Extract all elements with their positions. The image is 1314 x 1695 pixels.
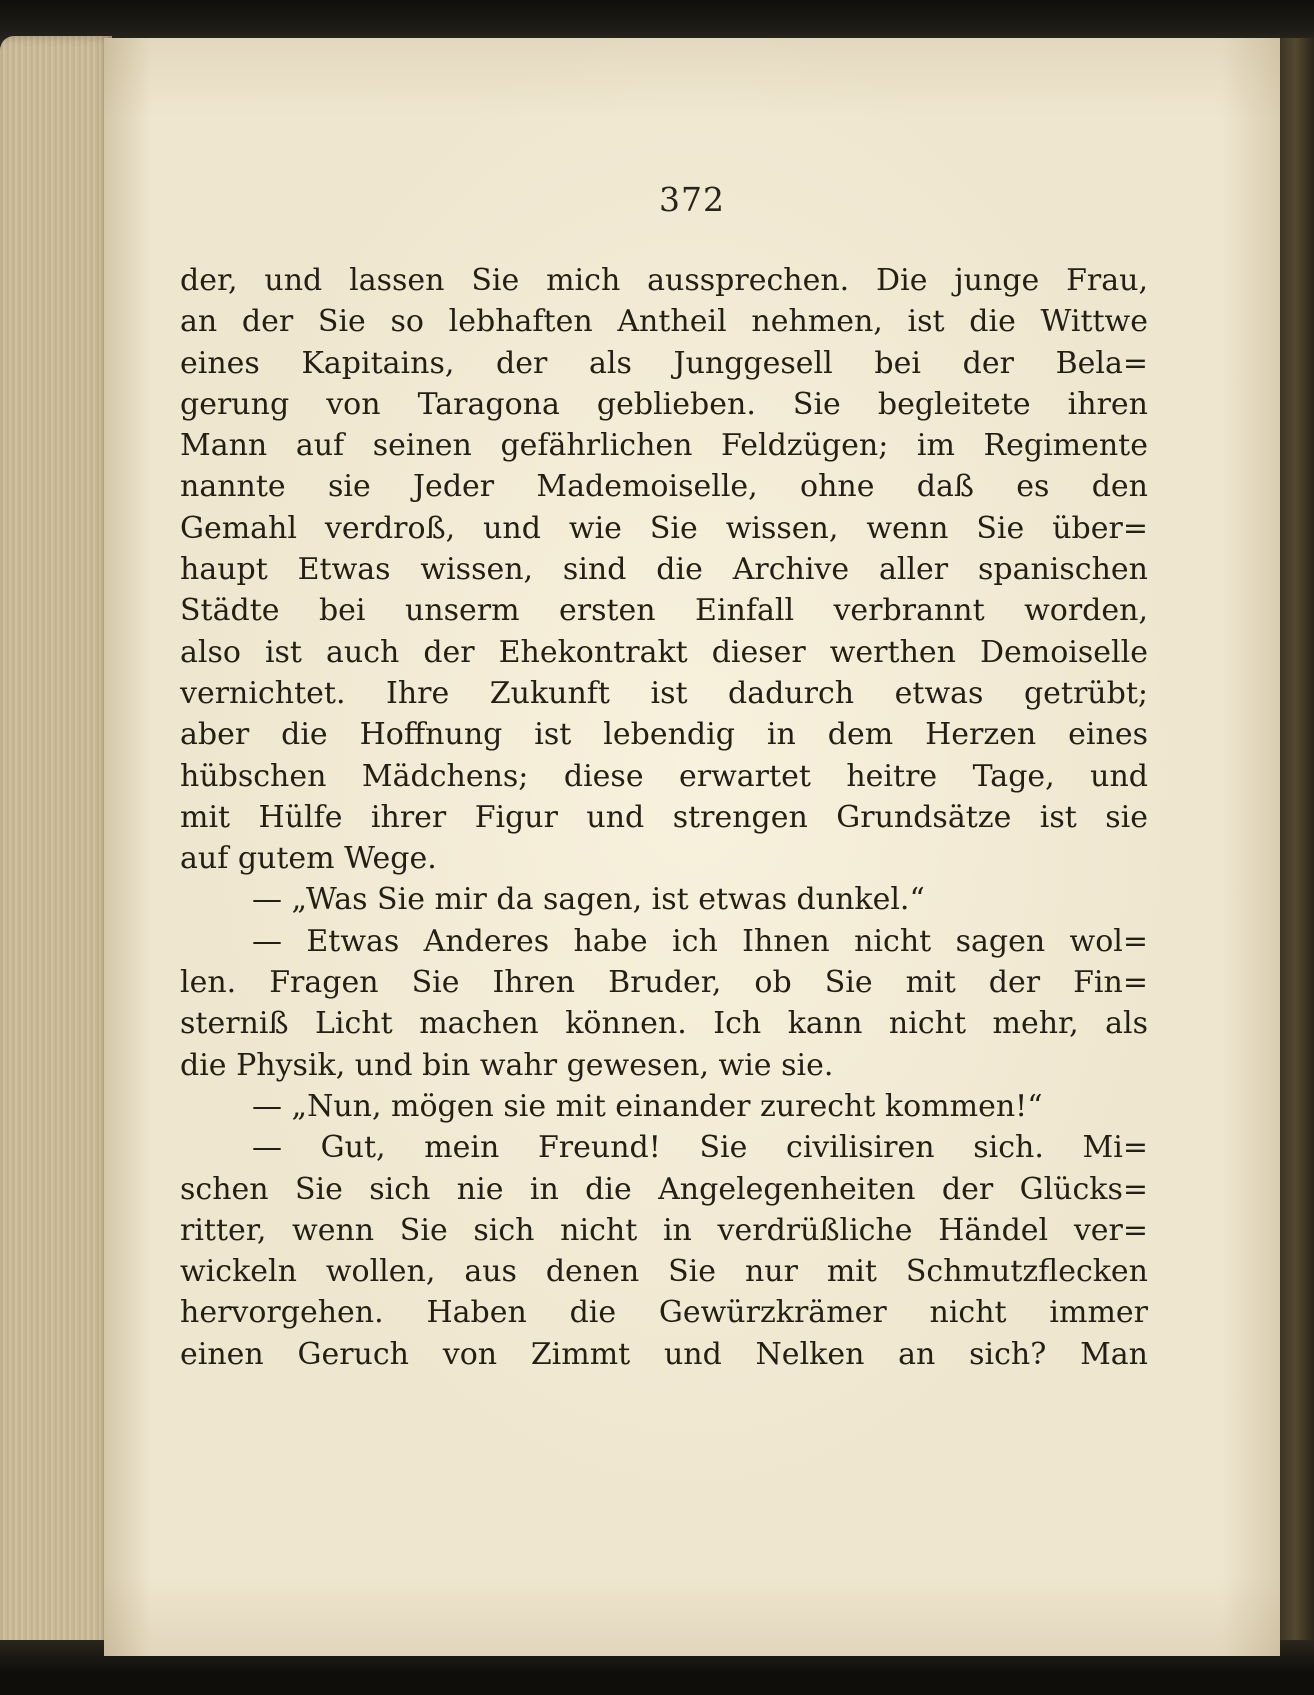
text-line: der, und lassen Sie mich aussprechen. Die junge Frau, [180,263,1148,298]
text-line: Städte bei unserm ersten Einfall verbrannt worden, [180,593,1148,629]
text-line: eines Kapitains, der als Junggesell bei der Bela= [180,345,1148,381]
text-line: einen Geruch von Zimmt und Nelken an sich? Man [180,1336,1148,1372]
text-line: — „Was Sie mir da sagen, ist etwas dunkel.“ [252,882,925,918]
text-line: gerung von Taragona geblieben. Sie begleitete ihren [180,386,1148,422]
text-line: Mann auf seinen gefährlichen Feldzügen; im Regimente [180,428,1148,464]
text-line: hübschen Mädchens; diese erwartet heitre Tage, und [180,758,1148,794]
book-spine-shadow [1280,38,1314,1656]
text-line: an der Sie so lebhaften Antheil nehmen, ist die Wittwe [180,304,1148,340]
text-line: also ist auch der Ehekontrakt dieser werthen Demoiselle [180,634,1148,670]
text-line: haupt Etwas wissen, sind die Archive aller spanischen [180,552,1148,588]
text-line: hervorgehen. Haben die Gewürzkrämer nicht immer [180,1295,1148,1331]
text-line: — Gut, mein Freund! Sie civilisiren sich. Mi= [252,1130,1148,1166]
text-line: auf gutem Wege. [180,841,437,877]
text-line: — Etwas Anderes habe ich Ihnen nicht sagen wol= [252,923,1148,959]
text-line: die Physik, und bin wahr gewesen, wie sie. [180,1047,834,1083]
text-line: nannte sie Jeder Mademoiselle, ohne daß es den [180,469,1148,505]
text-line: len. Fragen Sie Ihren Bruder, ob Sie mit der Fin= [180,965,1148,1001]
text-line: Gemahl verdroß, und wie Sie wissen, wenn Sie über= [180,510,1148,546]
text-line: vernichtet. Ihre Zukunft ist dadurch etwas getrübt; [180,675,1148,711]
page-number: 372 [659,180,725,219]
page-body-text [180,260,1148,1375]
page-stack-edge [0,36,112,1654]
text-line: schen Sie sich nie in die Angelegenheiten der Glücks= [180,1171,1148,1207]
text-line: wickeln wollen, aus denen Sie nur mit Schmutzflecken [180,1254,1148,1290]
text-line: ritter, wenn Sie sich nicht in verdrüßliche Händel ver= [180,1212,1148,1248]
text-line: sterniß Licht machen können. Ich kann nicht mehr, als [180,1006,1148,1042]
text-line: — „Nun, mögen sie mit einander zurecht kommen!“ [252,1088,1043,1124]
text-line: aber die Hoffnung ist lebendig in dem Herzen eines [180,717,1148,753]
text-line: mit Hülfe ihrer Figur und strengen Grundsätze ist sie [180,799,1148,835]
